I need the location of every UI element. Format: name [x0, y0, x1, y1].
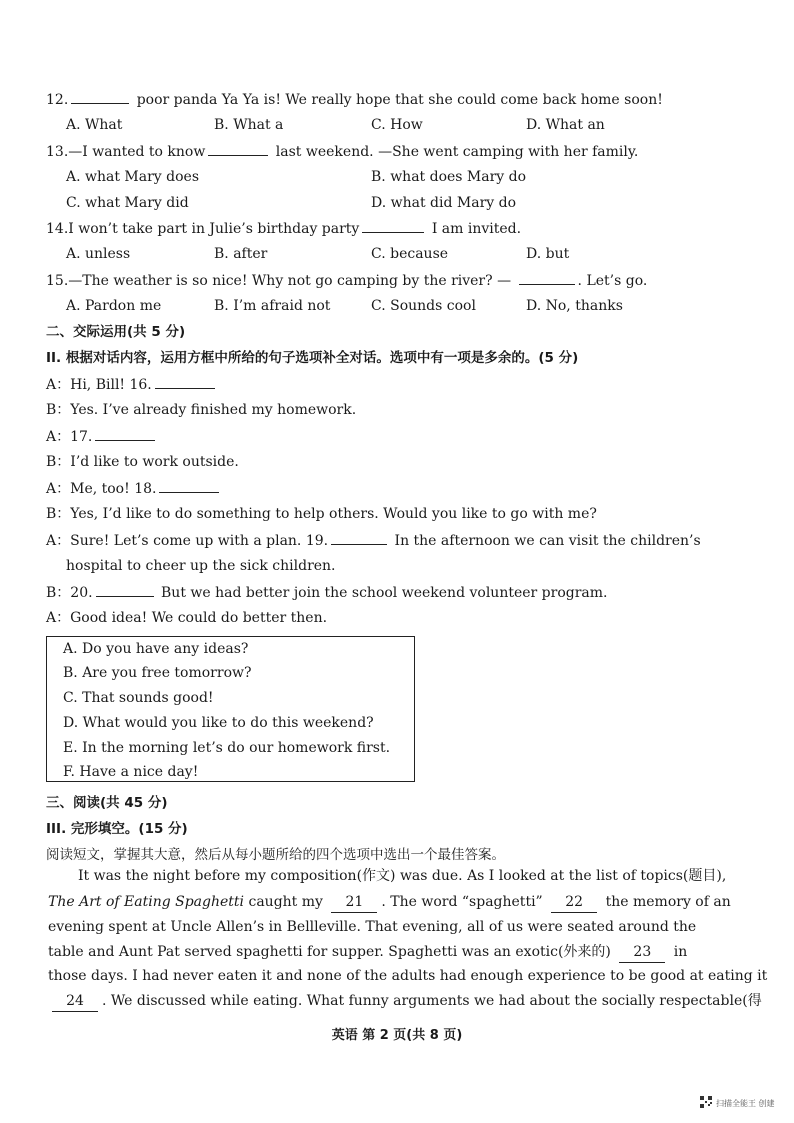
q12-option-a: A. What [66, 117, 123, 133]
dialogue-line-10: A：Good idea! We could do better then. [46, 610, 328, 626]
dialogue-line-6: B：Yes, I’d like to do something to help others. Would you like to go with me? [46, 506, 597, 522]
q15-stem-pre: 15.—The weather is so nice! Why not go camping by the river? — [46, 273, 512, 289]
dialogue-line-1-text: A：Hi, Bill! 16. [46, 377, 152, 393]
passage-line-6-text: . We discussed while eating. What funny arguments we had about the socially respectable(得 [102, 993, 762, 1009]
q14-option-c: C. because [371, 246, 449, 262]
dialogue-line-9-text: B：20. [46, 585, 93, 601]
dialogue-line-9 [46, 582, 607, 603]
dialogue-line-7-post: In the afternoon we can visit the children’s [394, 533, 701, 549]
box-option-b: B. Are you free tomorrow? [63, 665, 252, 681]
dialogue-line-1 [46, 374, 218, 395]
q13-option-a: A. what Mary does [66, 169, 200, 185]
box-option-d: D. What would you like to do this weekend? [63, 715, 374, 731]
page-footer: 英语 第 2 页(共 8 页) [331, 1028, 463, 1043]
q12-blank [71, 89, 129, 104]
q14-option-a: A. unless [66, 246, 131, 262]
dialogue-line-4: B：I’d like to work outside. [46, 454, 239, 470]
question-13 [46, 141, 638, 162]
box-option-e: E. In the morning let’s do our homework first. [63, 740, 391, 756]
dialogue-line-5-text: A：Me, too! 18. [46, 481, 157, 497]
blank-22: 22 [551, 892, 597, 913]
blank-20 [96, 582, 154, 597]
question-15 [46, 270, 647, 291]
blank-19 [331, 530, 387, 545]
question-12 [46, 89, 663, 110]
dialogue-line-2: B：Yes. I’ve already finished my homework. [46, 402, 357, 418]
blank-24: 24 [52, 991, 98, 1012]
dialogue-line-8: hospital to cheer up the sick children. [66, 558, 336, 574]
blank-23: 23 [619, 942, 665, 963]
q15-option-c: C. Sounds cool [371, 298, 476, 314]
q15-stem-post: . Let’s go. [577, 273, 648, 289]
dialogue-line-5 [46, 478, 222, 499]
q14-stem-post: I am invited. [431, 221, 522, 237]
section-3-heading: 三、阅读(共 45 分) [46, 795, 168, 811]
q13-option-b: B. what does Mary do [371, 169, 527, 185]
options-box [46, 636, 415, 782]
q15-option-d: D. No, thanks [526, 298, 623, 314]
passage-line-4-b: in [673, 944, 688, 960]
q13-blank [208, 141, 268, 156]
question-14 [46, 218, 521, 239]
passage-line-6 [48, 991, 762, 1012]
scanner-watermark: 扫描全能王 创建 [716, 1099, 775, 1108]
q15-blank [519, 270, 575, 285]
passage-line-2-c: the memory of an [605, 894, 731, 910]
qr-code-icon [700, 1096, 712, 1108]
passage-line-3: evening spent at Uncle Allen’s in Bellleville. That evening, all of us were seated around the [48, 919, 697, 935]
blank-17 [95, 426, 155, 441]
q13-stem-post: last weekend. —She went camping with her family. [275, 144, 639, 160]
q12-option-b: B. What a [214, 117, 284, 133]
q15-option-b: B. I’m afraid not [214, 298, 331, 314]
passage-line-5: those days. I had never eaten it and none of the adults had enough experience to be good at eating it [48, 968, 768, 984]
q14-stem-pre: 14.I won’t take part in Julie’s birthday party [46, 221, 360, 237]
dialogue-line-9-post: But we had better join the school weekend volunteer program. [161, 585, 608, 601]
dialogue-line-3 [46, 426, 158, 447]
q14-option-d: D. but [526, 246, 570, 262]
passage-line-2-b: . The word “spaghetti” [381, 894, 543, 910]
dialogue-line-7-text: A：Sure! Let’s come up with a plan. 19. [46, 533, 329, 549]
q13-option-d: D. what did Mary do [371, 195, 517, 211]
passage-line-2-a: caught my [248, 894, 323, 910]
composition-title: The Art of Eating Spaghetti [48, 894, 245, 910]
q14-blank [362, 218, 424, 233]
passage-line-4 [48, 942, 687, 963]
q12-option-d: D. What an [526, 117, 605, 133]
blank-16 [155, 374, 215, 389]
q15-option-a: A. Pardon me [66, 298, 162, 314]
q14-option-b: B. after [214, 246, 268, 262]
passage-line-2 [48, 892, 731, 913]
blank-21: 21 [331, 892, 377, 913]
dialogue-line-3-text: A：17. [46, 429, 93, 445]
box-option-f: F. Have a nice day! [63, 764, 199, 780]
q12-number: 12. [46, 92, 69, 108]
passage-line-4-text: table and Aunt Pat served spaghetti for supper. Spaghetti was an exotic(外来的) [48, 944, 611, 960]
passage-line-1: It was the night before my composition(作文) was due. As I looked at the list of topics(题目), [78, 868, 727, 884]
box-option-c: C. That sounds good! [63, 690, 214, 706]
q12-option-c: C. How [371, 117, 423, 133]
dialogue-line-7 [46, 530, 701, 551]
section-2-instruction: II. 根据对话内容，运用方框中所给的句子选项补全对话。选项中有一项是多余的。(5 分) [46, 350, 579, 366]
q13-stem-pre: 13.—I wanted to know [46, 144, 206, 160]
section-2-heading: 二、交际运用(共 5 分) [46, 324, 186, 340]
section-3-subheading: III. 完形填空。(15 分) [46, 821, 188, 837]
q13-option-c: C. what Mary did [66, 195, 189, 211]
q12-stem: poor panda Ya Ya is! We really hope that she could come back home soon! [136, 92, 663, 108]
box-option-a: A. Do you have any ideas? [63, 641, 249, 657]
blank-18 [159, 478, 219, 493]
section-3-instruction: 阅读短文，掌握其大意，然后从每小题所给的四个选项中选出一个最佳答案。 [46, 847, 505, 863]
